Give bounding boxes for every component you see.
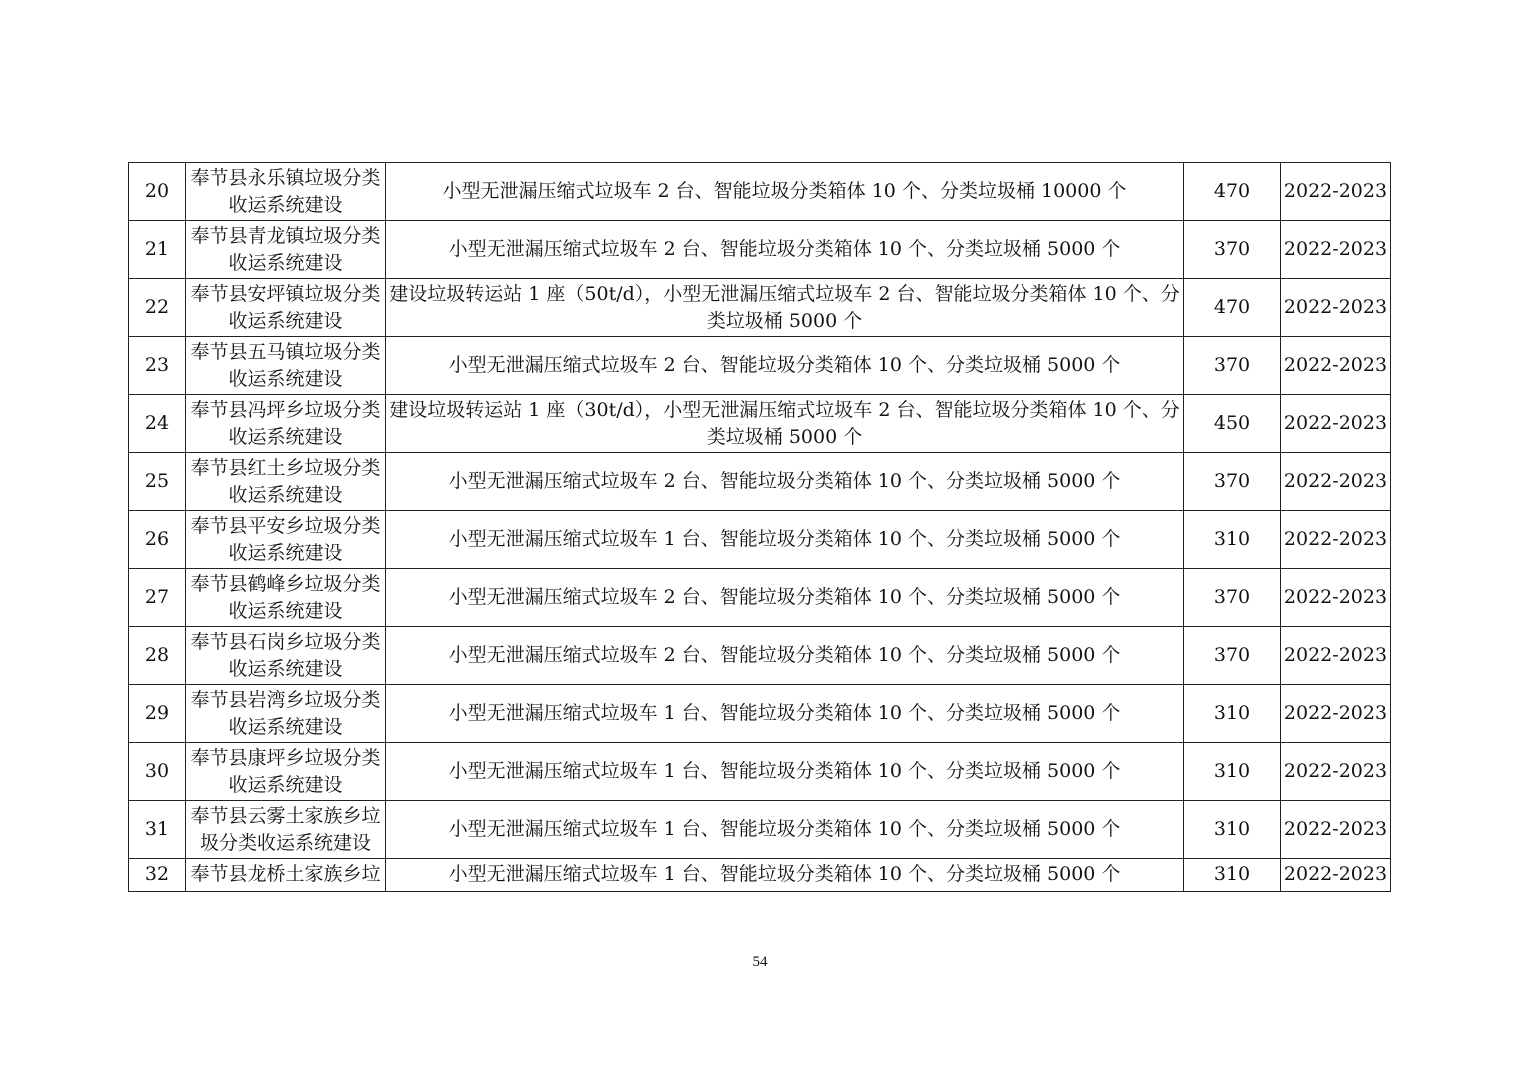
project-name: 奉节县五马镇垃圾分类收运系统建设	[186, 337, 386, 395]
project-period: 2022-2023	[1281, 801, 1391, 859]
project-name: 奉节县冯坪乡垃圾分类收运系统建设	[186, 395, 386, 453]
project-content: 小型无泄漏压缩式垃圾车 2 台、智能垃圾分类箱体 10 个、分类垃圾桶 5000 个	[386, 627, 1184, 685]
table-row	[129, 163, 1391, 221]
table-row	[129, 337, 1391, 395]
row-number: 25	[129, 453, 186, 511]
project-name: 奉节县岩湾乡垃圾分类收运系统建设	[186, 685, 386, 743]
project-content: 小型无泄漏压缩式垃圾车 1 台、智能垃圾分类箱体 10 个、分类垃圾桶 5000 个	[386, 859, 1184, 892]
project-period: 2022-2023	[1281, 163, 1391, 221]
project-name: 奉节县永乐镇垃圾分类收运系统建设	[186, 163, 386, 221]
project-period: 2022-2023	[1281, 743, 1391, 801]
project-amount: 310	[1184, 743, 1281, 801]
project-period: 2022-2023	[1281, 221, 1391, 279]
table-row	[129, 279, 1391, 337]
project-content: 小型无泄漏压缩式垃圾车 2 台、智能垃圾分类箱体 10 个、分类垃圾桶 5000 个	[386, 569, 1184, 627]
project-name: 奉节县鹤峰乡垃圾分类收运系统建设	[186, 569, 386, 627]
project-amount: 310	[1184, 801, 1281, 859]
project-content: 小型无泄漏压缩式垃圾车 1 台、智能垃圾分类箱体 10 个、分类垃圾桶 5000 个	[386, 743, 1184, 801]
table-row	[129, 685, 1391, 743]
project-amount: 470	[1184, 163, 1281, 221]
project-content: 小型无泄漏压缩式垃圾车 2 台、智能垃圾分类箱体 10 个、分类垃圾桶 10000 个	[386, 163, 1184, 221]
row-number: 27	[129, 569, 186, 627]
row-number: 24	[129, 395, 186, 453]
project-amount: 370	[1184, 453, 1281, 511]
table-row	[129, 859, 1391, 892]
project-name: 奉节县石岗乡垃圾分类收运系统建设	[186, 627, 386, 685]
project-content: 建设垃圾转运站 1 座（50t/d），小型无泄漏压缩式垃圾车 2 台、智能垃圾分类箱体 10 个、分类垃圾桶 5000 个	[386, 279, 1184, 337]
table-row	[129, 453, 1391, 511]
project-amount: 370	[1184, 221, 1281, 279]
project-period: 2022-2023	[1281, 569, 1391, 627]
project-name: 奉节县红土乡垃圾分类收运系统建设	[186, 453, 386, 511]
project-amount: 370	[1184, 569, 1281, 627]
row-number: 23	[129, 337, 186, 395]
project-name: 奉节县青龙镇垃圾分类收运系统建设	[186, 221, 386, 279]
row-number: 21	[129, 221, 186, 279]
project-amount: 310	[1184, 685, 1281, 743]
row-number: 28	[129, 627, 186, 685]
project-period: 2022-2023	[1281, 685, 1391, 743]
table-row	[129, 569, 1391, 627]
project-amount: 450	[1184, 395, 1281, 453]
project-name: 奉节县龙桥土家族乡垃	[186, 859, 386, 892]
project-amount: 310	[1184, 511, 1281, 569]
row-number: 22	[129, 279, 186, 337]
project-content: 小型无泄漏压缩式垃圾车 2 台、智能垃圾分类箱体 10 个、分类垃圾桶 5000 个	[386, 337, 1184, 395]
table-row	[129, 511, 1391, 569]
project-amount: 470	[1184, 279, 1281, 337]
table-row	[129, 221, 1391, 279]
project-content: 小型无泄漏压缩式垃圾车 1 台、智能垃圾分类箱体 10 个、分类垃圾桶 5000 个	[386, 801, 1184, 859]
project-name: 奉节县平安乡垃圾分类收运系统建设	[186, 511, 386, 569]
project-period: 2022-2023	[1281, 337, 1391, 395]
project-period: 2022-2023	[1281, 395, 1391, 453]
project-period: 2022-2023	[1281, 453, 1391, 511]
row-number: 30	[129, 743, 186, 801]
table-row	[129, 743, 1391, 801]
project-name: 奉节县康坪乡垃圾分类收运系统建设	[186, 743, 386, 801]
project-content: 小型无泄漏压缩式垃圾车 2 台、智能垃圾分类箱体 10 个、分类垃圾桶 5000 个	[386, 453, 1184, 511]
row-number: 32	[129, 859, 186, 892]
project-content: 小型无泄漏压缩式垃圾车 2 台、智能垃圾分类箱体 10 个、分类垃圾桶 5000 个	[386, 221, 1184, 279]
project-amount: 310	[1184, 859, 1281, 892]
table-row	[129, 801, 1391, 859]
project-name: 奉节县云雾土家族乡垃圾分类收运系统建设	[186, 801, 386, 859]
row-number: 29	[129, 685, 186, 743]
table-row	[129, 627, 1391, 685]
project-content: 建设垃圾转运站 1 座（30t/d），小型无泄漏压缩式垃圾车 2 台、智能垃圾分类箱体 10 个、分类垃圾桶 5000 个	[386, 395, 1184, 453]
project-period: 2022-2023	[1281, 279, 1391, 337]
project-period: 2022-2023	[1281, 511, 1391, 569]
project-table	[128, 162, 1391, 892]
project-content: 小型无泄漏压缩式垃圾车 1 台、智能垃圾分类箱体 10 个、分类垃圾桶 5000 个	[386, 685, 1184, 743]
project-amount: 370	[1184, 337, 1281, 395]
page-number: 54	[752, 954, 768, 970]
project-content: 小型无泄漏压缩式垃圾车 1 台、智能垃圾分类箱体 10 个、分类垃圾桶 5000 个	[386, 511, 1184, 569]
project-amount: 370	[1184, 627, 1281, 685]
row-number: 31	[129, 801, 186, 859]
project-name: 奉节县安坪镇垃圾分类收运系统建设	[186, 279, 386, 337]
row-number: 26	[129, 511, 186, 569]
table-row	[129, 395, 1391, 453]
row-number: 20	[129, 163, 186, 221]
project-period: 2022-2023	[1281, 859, 1391, 892]
project-period: 2022-2023	[1281, 627, 1391, 685]
